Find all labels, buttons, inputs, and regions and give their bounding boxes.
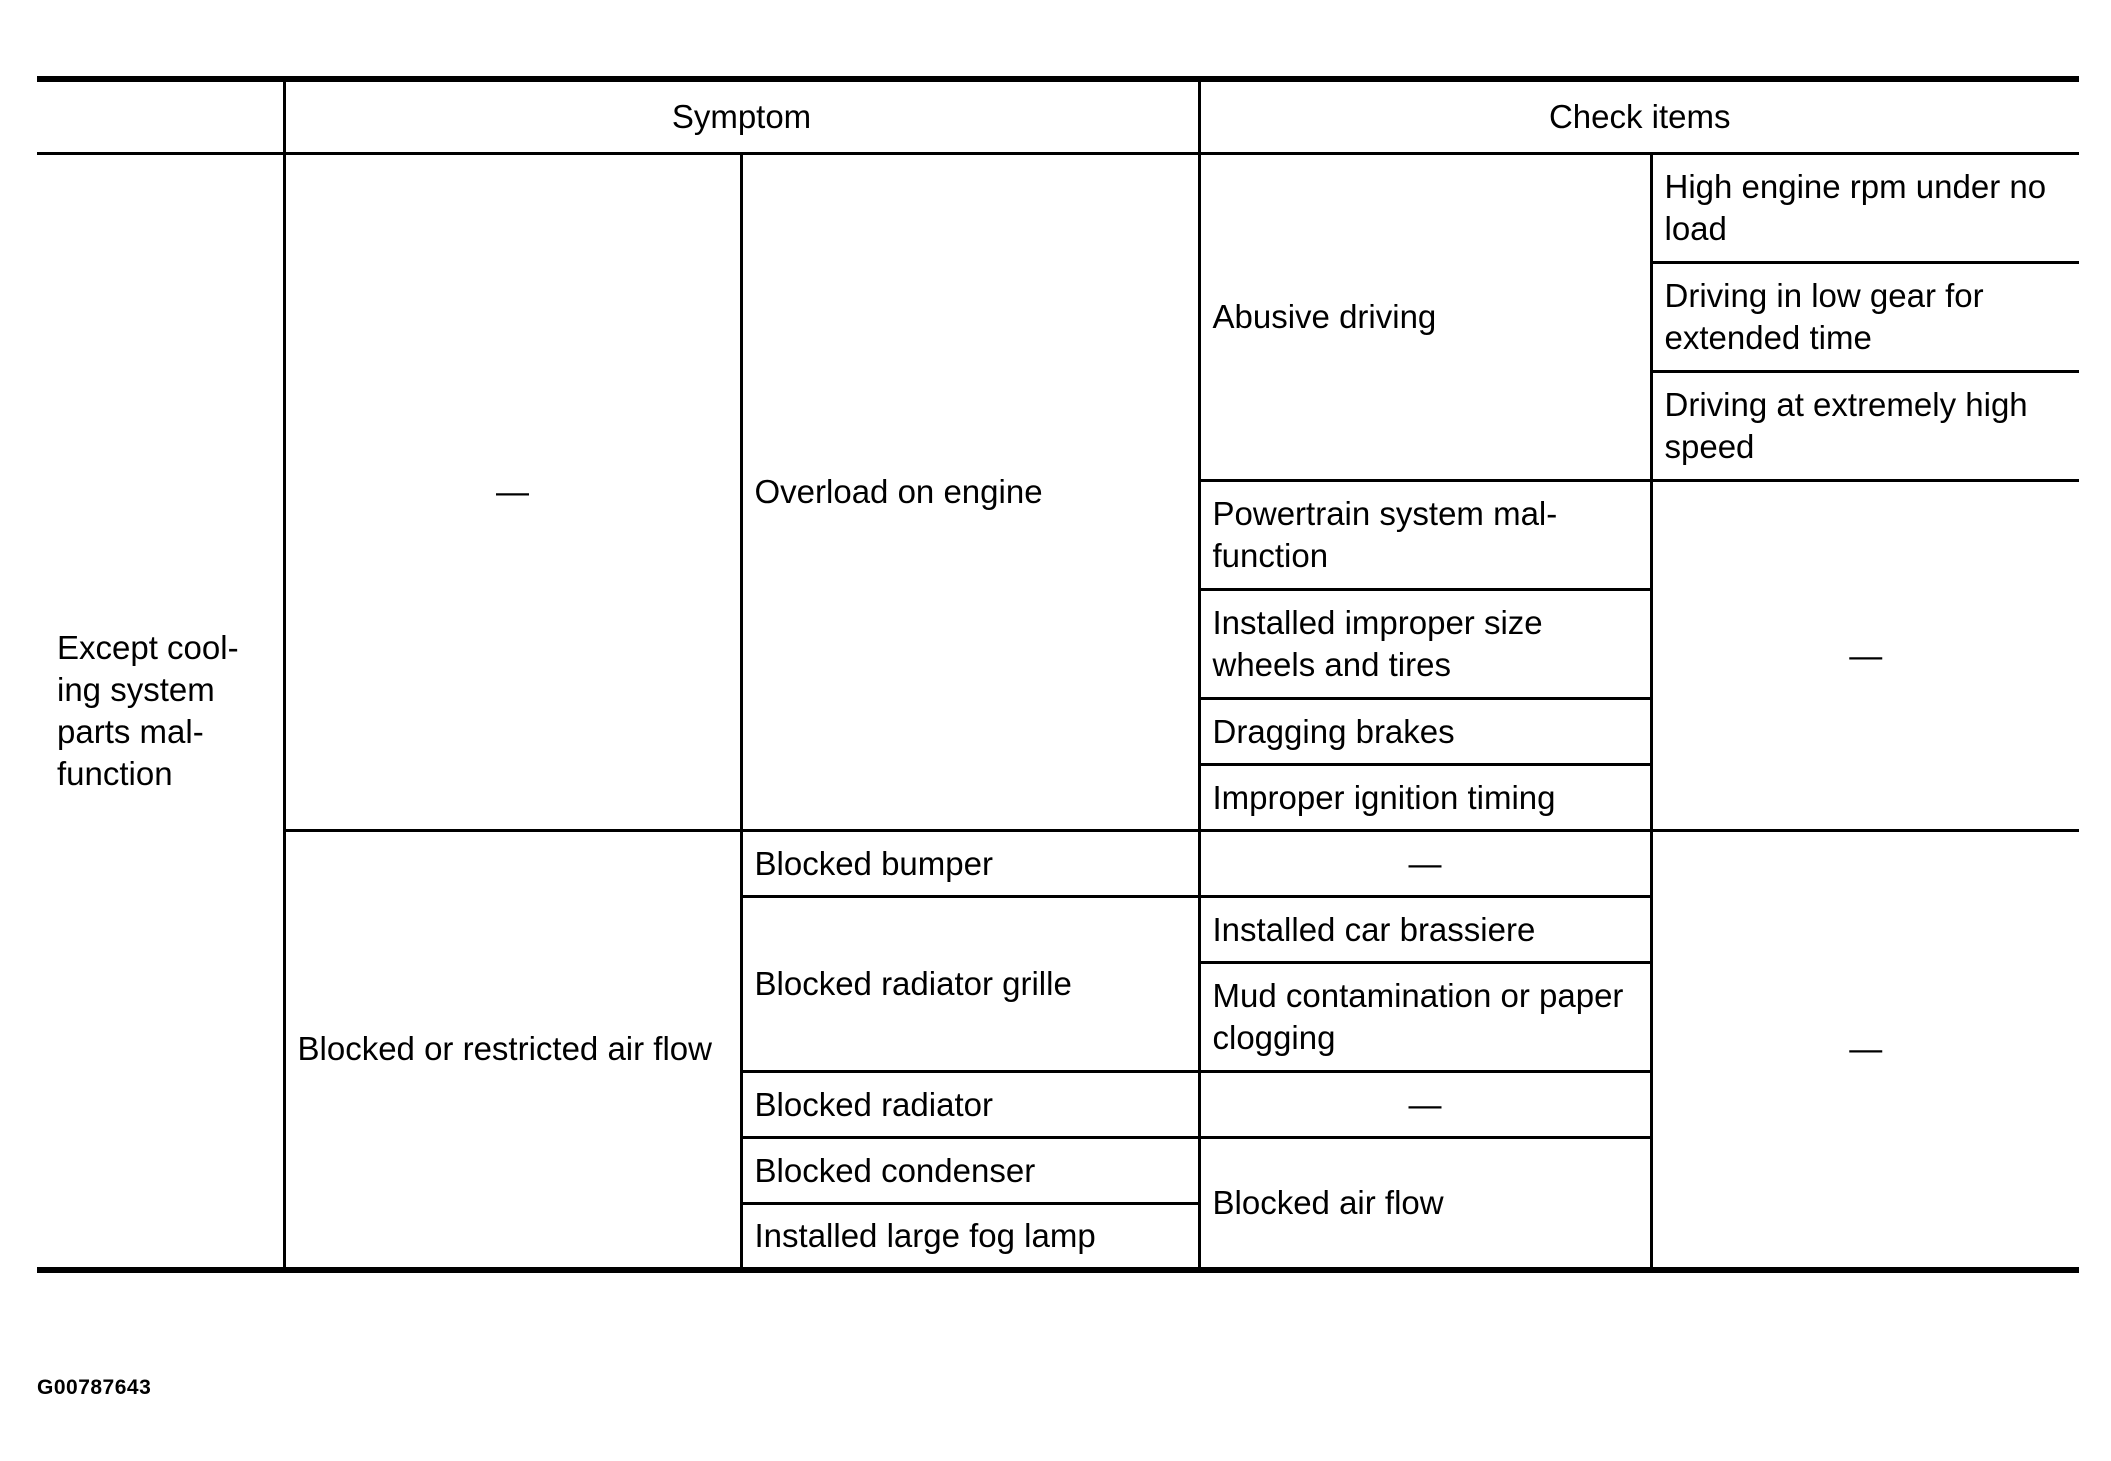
abusive-driving-cell: Abusive driving: [1199, 154, 1651, 481]
symptom-blocked-radiator: Blocked radiator: [741, 1072, 1199, 1138]
abusive-detail-3: Driving at extremely high speed: [1651, 372, 2079, 481]
check-wheels-tires: Installed improper size wheels and tires: [1199, 590, 1651, 699]
symptom-blocked-grille: Blocked radiator grille: [741, 897, 1199, 1072]
figure-id: G00787643: [37, 1376, 152, 1399]
check-mud-contamination: Mud contamination or paper clogging: [1199, 963, 1651, 1072]
check-powertrain: [1199, 481, 1651, 590]
table-header-row: [37, 79, 2079, 154]
overload-symptom-sub: —: [284, 154, 741, 831]
check-ignition-timing: Improper ignition timing: [1199, 765, 1651, 831]
symptom-blocked-bumper: Blocked bumper: [741, 831, 1199, 897]
abusive-detail-1: High engine rpm under no load: [1651, 154, 2079, 263]
check-dragging-brakes: Dragging brakes: [1199, 699, 1651, 765]
symptom-fog-lamp: Installed large fog lamp: [741, 1204, 1199, 1270]
bumper-check: —: [1199, 831, 1651, 897]
airflow-symptom: Blocked or restricted air flow: [284, 831, 741, 1270]
row-group-label: [37, 154, 284, 1270]
check-blocked-air-flow: Blocked air flow: [1199, 1138, 1651, 1270]
check-powertrain-text: Powertrain system mal- function: [1212, 495, 1558, 574]
symptom-blocked-condenser: Blocked condenser: [741, 1138, 1199, 1204]
header-symptom: Symptom: [284, 79, 1199, 154]
header-blank-cell: [37, 79, 284, 154]
table-row: [37, 154, 2079, 263]
header-check-items: Check items: [1199, 79, 2079, 154]
table-row: [37, 831, 2079, 897]
airflow-detail: —: [1651, 831, 2079, 1270]
abusive-detail-2: Driving in low gear for extended time: [1651, 263, 2079, 372]
check-car-brassiere: Installed car brassiere: [1199, 897, 1651, 963]
troubleshooting-table: [37, 76, 2079, 1273]
radiator-check: —: [1199, 1072, 1651, 1138]
overload-symptom: Overload on engine: [741, 154, 1199, 831]
row-group-label-text: Except cool- ing system parts mal- function: [57, 628, 239, 792]
overload-other-detail: —: [1651, 481, 2079, 831]
